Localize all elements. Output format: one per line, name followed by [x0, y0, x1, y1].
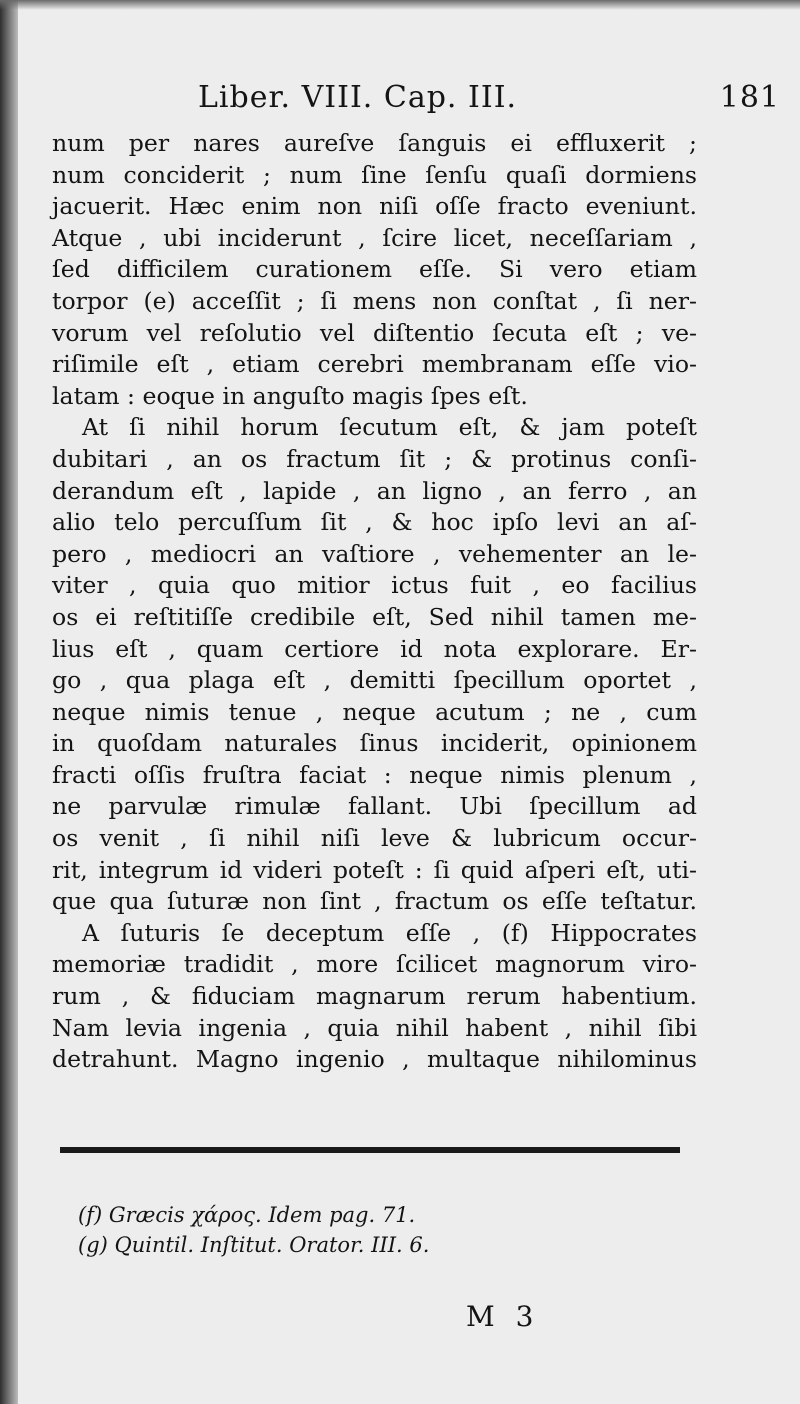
text-line: pero , mediocri an vaſtiore , vehementer an le-: [52, 539, 697, 568]
text-line: os ei reſtitiſſe credibile eſt, Sed nihil tamen me-: [52, 602, 697, 631]
text-line: in quoſdam naturales ſinus inciderit, opinionem: [52, 729, 697, 758]
text-line: rum , & fiduciam magnarum rerum habentium.: [52, 982, 697, 1011]
text-line: ne parvulæ rimulæ fallant. Ubi ſpecillum ad: [52, 792, 697, 821]
text-line: ſed difficilem curationem eſſe. Si vero etiam: [52, 255, 697, 284]
text-line: go , qua plaga eſt , demitti ſpecillum oportet ,: [52, 666, 697, 695]
text-line: derandum eſt , lapide , an ligno , an ferro , an: [52, 476, 697, 505]
running-title: Liber. VIII. Cap. III.: [198, 80, 518, 115]
text-line: os venit , ſi nihil niſi leve & lubricum occur-: [52, 824, 697, 853]
text-line: num per nares aureſve ſanguis ei effluxerit ;: [52, 129, 697, 157]
text-line: neque nimis tenue , neque acutum ; ne , cum: [52, 697, 697, 726]
text-line: latam : eoque in anguſto magis ſpes eſt.: [52, 381, 528, 410]
footnote-divider: [60, 1147, 680, 1153]
signature-mark: M 3: [466, 1300, 540, 1333]
text-line: memoriæ tradidit , more ſcilicet magnorum viro-: [52, 950, 697, 979]
text-line: torpor (e) acceſſit ; ſi mens non conſtat , ſi ner-: [52, 286, 697, 315]
text-line: lius eſt , quam certiore id nota explorare. Er-: [52, 634, 697, 663]
footnotes: [78, 1200, 429, 1260]
text-line: At ſi nihil horum ſecutum eſt, & jam poteſt: [82, 413, 697, 442]
text-line: detrahunt. Magno ingenio , multaque nihilominus: [52, 1045, 697, 1074]
page-gutter-shadow: [0, 0, 18, 1404]
text-line: Atque , ubi inciderunt , ſcire licet, neceſſariam ,: [52, 223, 697, 252]
body-text: [52, 128, 697, 1076]
text-line: alio telo percuſſum ſit , & hoc ipſo levi an aſ-: [52, 508, 697, 537]
text-line: jacuerit. Hæc enim non niſi oſſe fracto eveniunt.: [52, 192, 697, 221]
text-line: fracti oſſis fruſtra faciat : neque nimis plenum ,: [52, 760, 697, 789]
text-line: rit, integrum id videri poteſt : ſi quid aſperi eſt, uti-: [52, 855, 697, 884]
text-line: dubitari , an os fractum ſit ; & protinus conſi-: [52, 444, 697, 473]
footnote: (f) Græcis χάρος. Idem pag. 71.: [78, 1203, 416, 1227]
text-line: riſimile eſt , etiam cerebri membranam eſſe vio-: [52, 350, 697, 379]
page-top-shadow: [0, 0, 800, 10]
text-line: viter , quia quo mitior ictus fuit , eo facilius: [52, 571, 697, 600]
page-header: [180, 80, 780, 122]
text-line: que qua ſuturæ non ſint , fractum os eſſe teſtatur.: [52, 887, 697, 916]
text-line: num conciderit ; num ſine ſenſu quaſi dormiens: [52, 160, 697, 189]
text-line: Nam levia ingenia , quia nihil habent , nihil ſibi: [52, 1013, 697, 1042]
page-number: 181: [719, 80, 780, 115]
footnote: (g) Quintil. Inſtitut. Orator. III. 6.: [78, 1233, 430, 1257]
text-line: vorum vel reſolutio vel diſtentio ſecuta eſt ; ve-: [52, 318, 697, 347]
text-line: A ſuturis ſe deceptum eſſe , (f) Hippocrates: [82, 918, 697, 947]
